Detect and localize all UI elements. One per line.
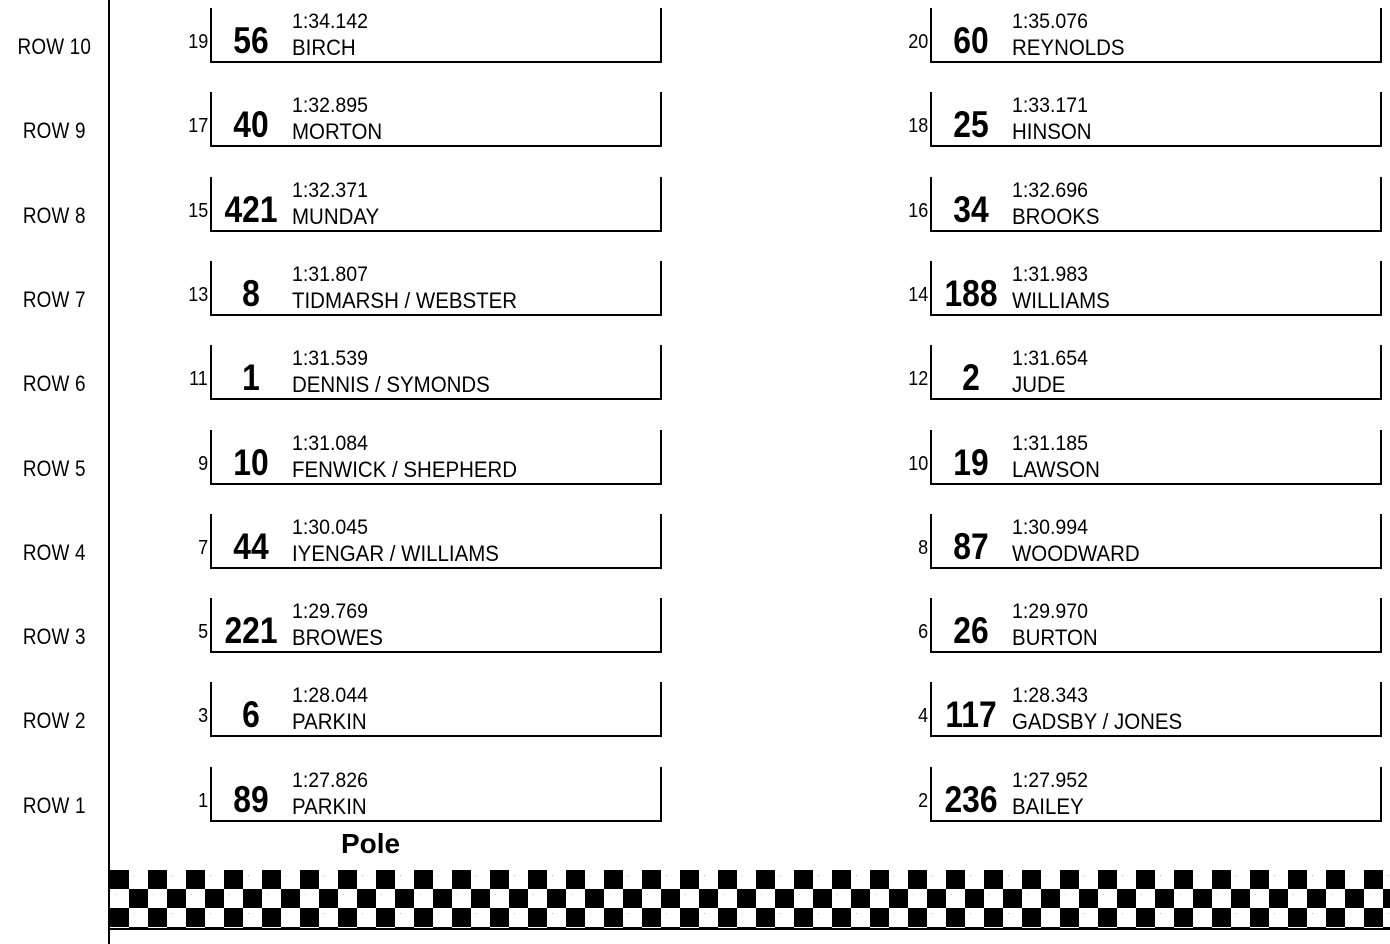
grid-slot-right [907, 261, 1382, 319]
grid-box [210, 92, 662, 147]
row-label: ROW 2 [22, 708, 86, 734]
grid-box [210, 514, 662, 569]
grid-box [930, 345, 1382, 400]
lap-time: 1:31.654 [1012, 347, 1089, 371]
lap-time: 1:30.994 [1012, 515, 1089, 539]
grid-position: 6 [917, 621, 928, 644]
grid-slot-right [907, 177, 1382, 235]
grid-position: 19 [187, 31, 208, 53]
driver-name: BROOKS [1012, 203, 1100, 229]
grid-position: 14 [907, 283, 928, 306]
driver-name: FENWICK / SHEPHERD [292, 456, 518, 482]
grid-slot-left [187, 92, 662, 150]
car-number: 60 [953, 20, 989, 61]
grid-slot-left [197, 767, 662, 825]
grid-position: 2 [917, 789, 928, 812]
driver-name: WOODWARD [1012, 540, 1140, 566]
grid-position: 11 [189, 368, 208, 391]
car-number: 40 [233, 104, 269, 146]
grid-slot-left [187, 261, 662, 319]
car-number: 421 [224, 188, 278, 230]
car-number: 188 [944, 272, 998, 314]
grid-position: 3 [197, 705, 208, 728]
grid-position: 4 [917, 705, 928, 728]
grid-box [930, 514, 1382, 569]
checkered-flag-strip [110, 870, 1390, 928]
driver-name: JUDE [1012, 372, 1066, 398]
car-number: 2 [962, 357, 980, 399]
grid-slot-left [189, 345, 662, 403]
grid-slot-left [197, 682, 662, 740]
grid-slot-right [907, 430, 1382, 488]
lap-time: 1:31.185 [1012, 431, 1089, 455]
car-number: 236 [944, 778, 998, 820]
grid-position: 8 [917, 536, 928, 559]
grid-box [210, 261, 662, 316]
grid-position: 16 [907, 199, 928, 222]
driver-name: REYNOLDS [1012, 35, 1125, 60]
lap-time: 1:35.076 [1012, 10, 1089, 33]
lap-time: 1:33.171 [1012, 94, 1089, 118]
grid-left-divider [108, 0, 110, 944]
lap-time: 1:27.826 [292, 768, 369, 792]
driver-name: BROWES [292, 625, 383, 651]
grid-slot-left [187, 177, 662, 235]
lap-time: 1:29.769 [292, 600, 369, 624]
row-label: ROW 7 [22, 286, 86, 312]
grid-position: 9 [197, 452, 208, 475]
lap-time: 1:34.142 [292, 10, 369, 33]
row-label: ROW 4 [22, 539, 86, 565]
grid-box [930, 598, 1382, 653]
grid-box [210, 345, 662, 400]
lap-time: 1:32.696 [1012, 178, 1089, 202]
grid-slot-right [917, 682, 1382, 740]
lap-time: 1:31.807 [292, 262, 369, 286]
car-number: 221 [224, 610, 278, 652]
car-number: 1 [242, 357, 260, 399]
grid-slot-left [187, 8, 662, 66]
lap-time: 1:32.371 [292, 178, 369, 202]
row-label: ROW 3 [22, 624, 86, 650]
checkered-strip-border [110, 928, 1390, 930]
grid-box [930, 8, 1382, 63]
row-label: ROW 9 [22, 118, 86, 144]
driver-name: LAWSON [1012, 456, 1100, 482]
grid-slot-right [907, 92, 1382, 150]
grid-box [210, 682, 662, 737]
grid-position: 12 [907, 368, 928, 391]
car-number: 8 [242, 272, 260, 314]
row-label: ROW 10 [17, 34, 92, 59]
grid-box [930, 682, 1382, 737]
driver-name: MORTON [292, 119, 383, 145]
grid-box [930, 92, 1382, 147]
grid-box [930, 177, 1382, 232]
driver-name: HINSON [1012, 119, 1092, 145]
grid-box [930, 261, 1382, 316]
grid-position: 5 [197, 621, 208, 644]
driver-name: MUNDAY [292, 203, 380, 229]
car-number: 25 [953, 104, 989, 146]
grid-slot-left [197, 430, 662, 488]
grid-box [930, 767, 1382, 822]
car-number: 44 [233, 525, 269, 567]
car-number: 56 [233, 20, 269, 61]
car-number: 6 [242, 694, 260, 736]
driver-name: BURTON [1012, 625, 1098, 651]
grid-position: 15 [187, 199, 208, 222]
grid-slot-left [197, 514, 662, 572]
lap-time: 1:28.343 [1012, 684, 1089, 708]
lap-time: 1:31.084 [292, 431, 369, 455]
lap-time: 1:31.983 [1012, 262, 1089, 286]
grid-slot-right [917, 514, 1382, 572]
lap-time: 1:30.045 [292, 515, 369, 539]
pole-label: Pole [341, 828, 401, 859]
driver-name: IYENGAR / WILLIAMS [292, 540, 499, 566]
lap-time: 1:32.895 [292, 94, 369, 118]
grid-box [930, 430, 1382, 485]
driver-name: GADSBY / JONES [1012, 709, 1183, 735]
car-number: 89 [233, 778, 269, 820]
driver-name: BIRCH [292, 35, 356, 60]
row-label: ROW 8 [22, 202, 86, 228]
driver-name: BAILEY [1012, 793, 1084, 819]
grid-box [210, 767, 662, 822]
grid-slot-right [907, 8, 1382, 66]
grid-slot-right [907, 345, 1382, 403]
lap-time: 1:29.970 [1012, 600, 1089, 624]
grid-slot-right [917, 767, 1382, 825]
lap-time: 1:27.952 [1012, 768, 1089, 792]
car-number: 87 [953, 525, 989, 567]
driver-name: DENNIS / SYMONDS [292, 372, 490, 398]
grid-position: 10 [907, 452, 928, 475]
car-number: 117 [945, 694, 997, 736]
driver-name: PARKIN [292, 709, 367, 735]
grid-box [210, 598, 662, 653]
grid-box [210, 8, 662, 63]
grid-slot-right [917, 598, 1382, 656]
grid-position: 13 [187, 283, 208, 306]
grid-position: 7 [197, 536, 208, 559]
lap-time: 1:28.044 [292, 684, 369, 708]
grid-position: 18 [907, 115, 928, 138]
driver-name: WILLIAMS [1012, 287, 1110, 313]
car-number: 10 [233, 441, 269, 483]
grid-position: 17 [187, 115, 208, 138]
row-label: ROW 1 [22, 792, 86, 818]
grid-position: 1 [197, 789, 208, 812]
driver-name: TIDMARSH / WEBSTER [292, 287, 518, 313]
car-number: 34 [953, 188, 989, 230]
driver-name: PARKIN [292, 793, 367, 819]
grid-position: 20 [907, 31, 928, 53]
lap-time: 1:31.539 [292, 347, 369, 371]
car-number: 19 [953, 441, 989, 483]
row-label: ROW 6 [22, 371, 86, 397]
grid-slot-left [197, 598, 662, 656]
car-number: 26 [953, 610, 989, 652]
grid-box [210, 177, 662, 232]
row-label: ROW 5 [22, 455, 86, 481]
grid-box [210, 430, 662, 485]
